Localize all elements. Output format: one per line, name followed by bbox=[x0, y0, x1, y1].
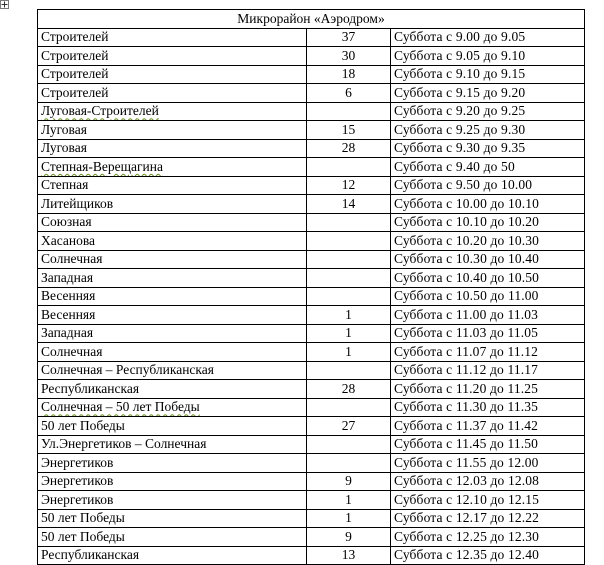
table-row bbox=[38, 509, 585, 528]
street-cell[interactable] bbox=[38, 435, 307, 454]
table-row bbox=[38, 435, 585, 454]
house-number-cell[interactable]: 18 bbox=[307, 65, 391, 84]
street-name: Солнечная bbox=[41, 251, 103, 267]
street-name: Солнечная – 50 лет Победы bbox=[41, 399, 200, 415]
time-cell[interactable]: Суббота с 12.25 до 12.30 bbox=[391, 528, 585, 547]
time-cell[interactable]: Суббота с 11.03 до 11.05 bbox=[391, 324, 585, 343]
house-number-cell[interactable] bbox=[307, 250, 391, 269]
street-cell[interactable] bbox=[38, 472, 307, 491]
street-cell[interactable] bbox=[38, 509, 307, 528]
street-cell[interactable] bbox=[38, 84, 307, 103]
house-number-cell[interactable]: 13 bbox=[307, 546, 391, 565]
street-cell[interactable] bbox=[38, 139, 307, 158]
time-cell[interactable]: Суббота с 11.07 до 11.12 bbox=[391, 343, 585, 362]
street-cell[interactable] bbox=[38, 546, 307, 565]
time-cell[interactable]: Суббота с 9.05 до 9.10 bbox=[391, 47, 585, 66]
street-name: Степная bbox=[41, 177, 89, 193]
time-cell[interactable]: Суббота с 9.10 до 9.15 bbox=[391, 65, 585, 84]
street-name: Республиканская bbox=[41, 380, 140, 396]
table-row bbox=[38, 213, 585, 232]
street-cell[interactable] bbox=[38, 269, 307, 288]
time-cell[interactable]: Суббота с 11.00 до 11.03 bbox=[391, 306, 585, 325]
table-row bbox=[38, 195, 585, 214]
street-name: Солнечная bbox=[41, 343, 103, 359]
street-cell[interactable] bbox=[38, 158, 307, 177]
time-cell[interactable]: Суббота с 11.45 до 11.50 bbox=[391, 435, 585, 454]
street-cell[interactable] bbox=[38, 398, 307, 417]
street-cell[interactable] bbox=[38, 380, 307, 399]
house-number-cell[interactable] bbox=[307, 102, 391, 121]
time-cell[interactable]: Суббота с 10.50 до 11.00 bbox=[391, 287, 585, 306]
street-name: 50 лет Победы bbox=[41, 510, 125, 526]
street-cell[interactable] bbox=[38, 28, 307, 47]
time-cell[interactable]: Суббота с 11.55 до 12.00 bbox=[391, 454, 585, 473]
table-row bbox=[38, 417, 585, 436]
table-move-handle-icon[interactable] bbox=[0, 0, 9, 9]
house-number-cell[interactable]: 28 bbox=[307, 380, 391, 399]
table-title: Микрорайон «Аэродром» bbox=[38, 10, 585, 29]
time-cell[interactable]: Суббота с 11.12 до 11.17 bbox=[391, 361, 585, 380]
house-number-cell[interactable]: 27 bbox=[307, 417, 391, 436]
table-row bbox=[38, 528, 585, 547]
street-name: Строителей bbox=[41, 84, 109, 100]
house-number-cell[interactable] bbox=[307, 232, 391, 251]
table-row bbox=[38, 121, 585, 140]
house-number-cell[interactable] bbox=[307, 287, 391, 306]
street-name: Луговая bbox=[41, 140, 87, 156]
house-number-cell[interactable]: 37 bbox=[307, 28, 391, 47]
house-number-cell[interactable]: 12 bbox=[307, 176, 391, 195]
street-cell[interactable] bbox=[38, 287, 307, 306]
street-name: Энергетиков bbox=[41, 491, 114, 507]
house-number-cell[interactable] bbox=[307, 398, 391, 417]
house-number-cell[interactable]: 9 bbox=[307, 472, 391, 491]
table-row bbox=[38, 84, 585, 103]
table-row bbox=[38, 380, 585, 399]
table-row bbox=[38, 546, 585, 565]
street-name: Строителей bbox=[41, 66, 109, 82]
house-number-cell[interactable]: 15 bbox=[307, 121, 391, 140]
street-name: Луговая-Строителей bbox=[41, 103, 159, 119]
table-row bbox=[38, 139, 585, 158]
street-cell[interactable] bbox=[38, 454, 307, 473]
house-number-cell[interactable]: 30 bbox=[307, 47, 391, 66]
house-number-cell[interactable]: 1 bbox=[307, 343, 391, 362]
time-cell[interactable]: Суббота с 9.15 до 9.20 bbox=[391, 84, 585, 103]
street-name: Строителей bbox=[41, 29, 109, 45]
house-number-cell[interactable]: 9 bbox=[307, 528, 391, 547]
street-cell[interactable] bbox=[38, 417, 307, 436]
street-name: Хасанова bbox=[41, 232, 96, 248]
table-row bbox=[38, 176, 585, 195]
table-row bbox=[38, 287, 585, 306]
table-row bbox=[38, 306, 585, 325]
time-cell[interactable]: Суббота с 9.00 до 9.05 bbox=[391, 28, 585, 47]
street-cell[interactable] bbox=[38, 195, 307, 214]
street-name: Энергетиков bbox=[41, 454, 114, 470]
street-name: Весенняя bbox=[41, 306, 96, 322]
street-cell[interactable] bbox=[38, 47, 307, 66]
time-cell[interactable]: Суббота с 12.35 до 12.40 bbox=[391, 546, 585, 565]
street-cell[interactable] bbox=[38, 121, 307, 140]
time-cell[interactable]: Суббота с 11.20 до 11.25 bbox=[391, 380, 585, 399]
house-number-cell[interactable] bbox=[307, 454, 391, 473]
table-row bbox=[38, 102, 585, 121]
house-number-cell[interactable]: 6 bbox=[307, 84, 391, 103]
time-cell[interactable]: Суббота с 10.40 до 10.50 bbox=[391, 269, 585, 288]
street-name: Западная bbox=[41, 269, 94, 285]
time-cell[interactable]: Суббота с 11.30 до 11.35 bbox=[391, 398, 585, 417]
table-row bbox=[38, 454, 585, 473]
street-cell[interactable] bbox=[38, 306, 307, 325]
house-number-cell[interactable] bbox=[307, 158, 391, 177]
time-cell[interactable]: Суббота с 10.10 до 10.20 bbox=[391, 213, 585, 232]
table-row bbox=[38, 269, 585, 288]
street-name: Весенняя bbox=[41, 288, 96, 304]
street-cell[interactable] bbox=[38, 65, 307, 84]
table-row bbox=[38, 47, 585, 66]
street-cell[interactable] bbox=[38, 232, 307, 251]
street-name: Союзная bbox=[41, 214, 92, 230]
house-number-cell[interactable]: 1 bbox=[307, 491, 391, 510]
time-cell[interactable]: Суббота с 9.50 до 10.00 bbox=[391, 176, 585, 195]
table-row bbox=[38, 361, 585, 380]
time-cell[interactable]: Суббота с 12.17 до 12.22 bbox=[391, 509, 585, 528]
house-number-cell[interactable] bbox=[307, 361, 391, 380]
street-name: Энергетиков bbox=[41, 473, 114, 489]
street-name: Степная-Верещагина bbox=[41, 158, 163, 174]
time-cell[interactable]: Суббота с 9.20 до 9.25 bbox=[391, 102, 585, 121]
time-cell[interactable]: Суббота с 12.10 до 12.15 bbox=[391, 491, 585, 510]
street-cell[interactable] bbox=[38, 102, 307, 121]
time-cell[interactable]: Суббота с 10.20 до 10.30 bbox=[391, 232, 585, 251]
table-row bbox=[38, 28, 585, 47]
time-cell[interactable]: Суббота с 11.37 до 11.42 bbox=[391, 417, 585, 436]
street-name: 50 лет Победы bbox=[41, 417, 125, 433]
house-number-cell[interactable] bbox=[307, 213, 391, 232]
street-cell[interactable] bbox=[38, 361, 307, 380]
table-row bbox=[38, 232, 585, 251]
street-cell[interactable] bbox=[38, 491, 307, 510]
house-number-cell[interactable]: 1 bbox=[307, 509, 391, 528]
street-cell[interactable] bbox=[38, 324, 307, 343]
house-number-cell[interactable]: 14 bbox=[307, 195, 391, 214]
table-row bbox=[38, 343, 585, 362]
table-body bbox=[38, 28, 585, 565]
time-cell[interactable]: Суббота с 9.30 до 9.35 bbox=[391, 139, 585, 158]
street-cell[interactable] bbox=[38, 528, 307, 547]
house-number-cell[interactable] bbox=[307, 435, 391, 454]
street-name: Литейщиков bbox=[41, 195, 114, 211]
table-row bbox=[38, 65, 585, 84]
street-name: 50 лет Победы bbox=[41, 528, 125, 544]
house-number-cell[interactable] bbox=[307, 269, 391, 288]
street-name: Западная bbox=[41, 325, 94, 341]
time-cell[interactable]: Суббота с 10.30 до 10.40 bbox=[391, 250, 585, 269]
time-cell[interactable]: Суббота с 9.40 до 50 bbox=[391, 158, 585, 177]
house-number-cell[interactable]: 1 bbox=[307, 324, 391, 343]
street-cell[interactable] bbox=[38, 250, 307, 269]
table-row bbox=[38, 398, 585, 417]
house-number-cell[interactable]: 28 bbox=[307, 139, 391, 158]
table-row bbox=[38, 472, 585, 491]
street-name: Ул.Энергетиков – Солнечная bbox=[41, 436, 207, 452]
street-name: Солнечная – Республиканская bbox=[41, 362, 214, 378]
street-name: Республиканская bbox=[41, 547, 140, 563]
time-cell[interactable]: Суббота с 12.03 до 12.08 bbox=[391, 472, 585, 491]
table-row bbox=[38, 491, 585, 510]
time-cell[interactable]: Суббота с 9.25 до 9.30 bbox=[391, 121, 585, 140]
street-cell[interactable] bbox=[38, 213, 307, 232]
table-title-row bbox=[38, 10, 585, 29]
street-cell[interactable] bbox=[38, 343, 307, 362]
table-row bbox=[38, 250, 585, 269]
time-cell[interactable]: Суббота с 10.00 до 10.10 bbox=[391, 195, 585, 214]
table-row bbox=[38, 158, 585, 177]
street-name: Луговая bbox=[41, 121, 87, 137]
street-name: Строителей bbox=[41, 47, 109, 63]
street-cell[interactable] bbox=[38, 176, 307, 195]
table-row bbox=[38, 324, 585, 343]
schedule-table bbox=[37, 9, 585, 565]
house-number-cell[interactable]: 1 bbox=[307, 306, 391, 325]
